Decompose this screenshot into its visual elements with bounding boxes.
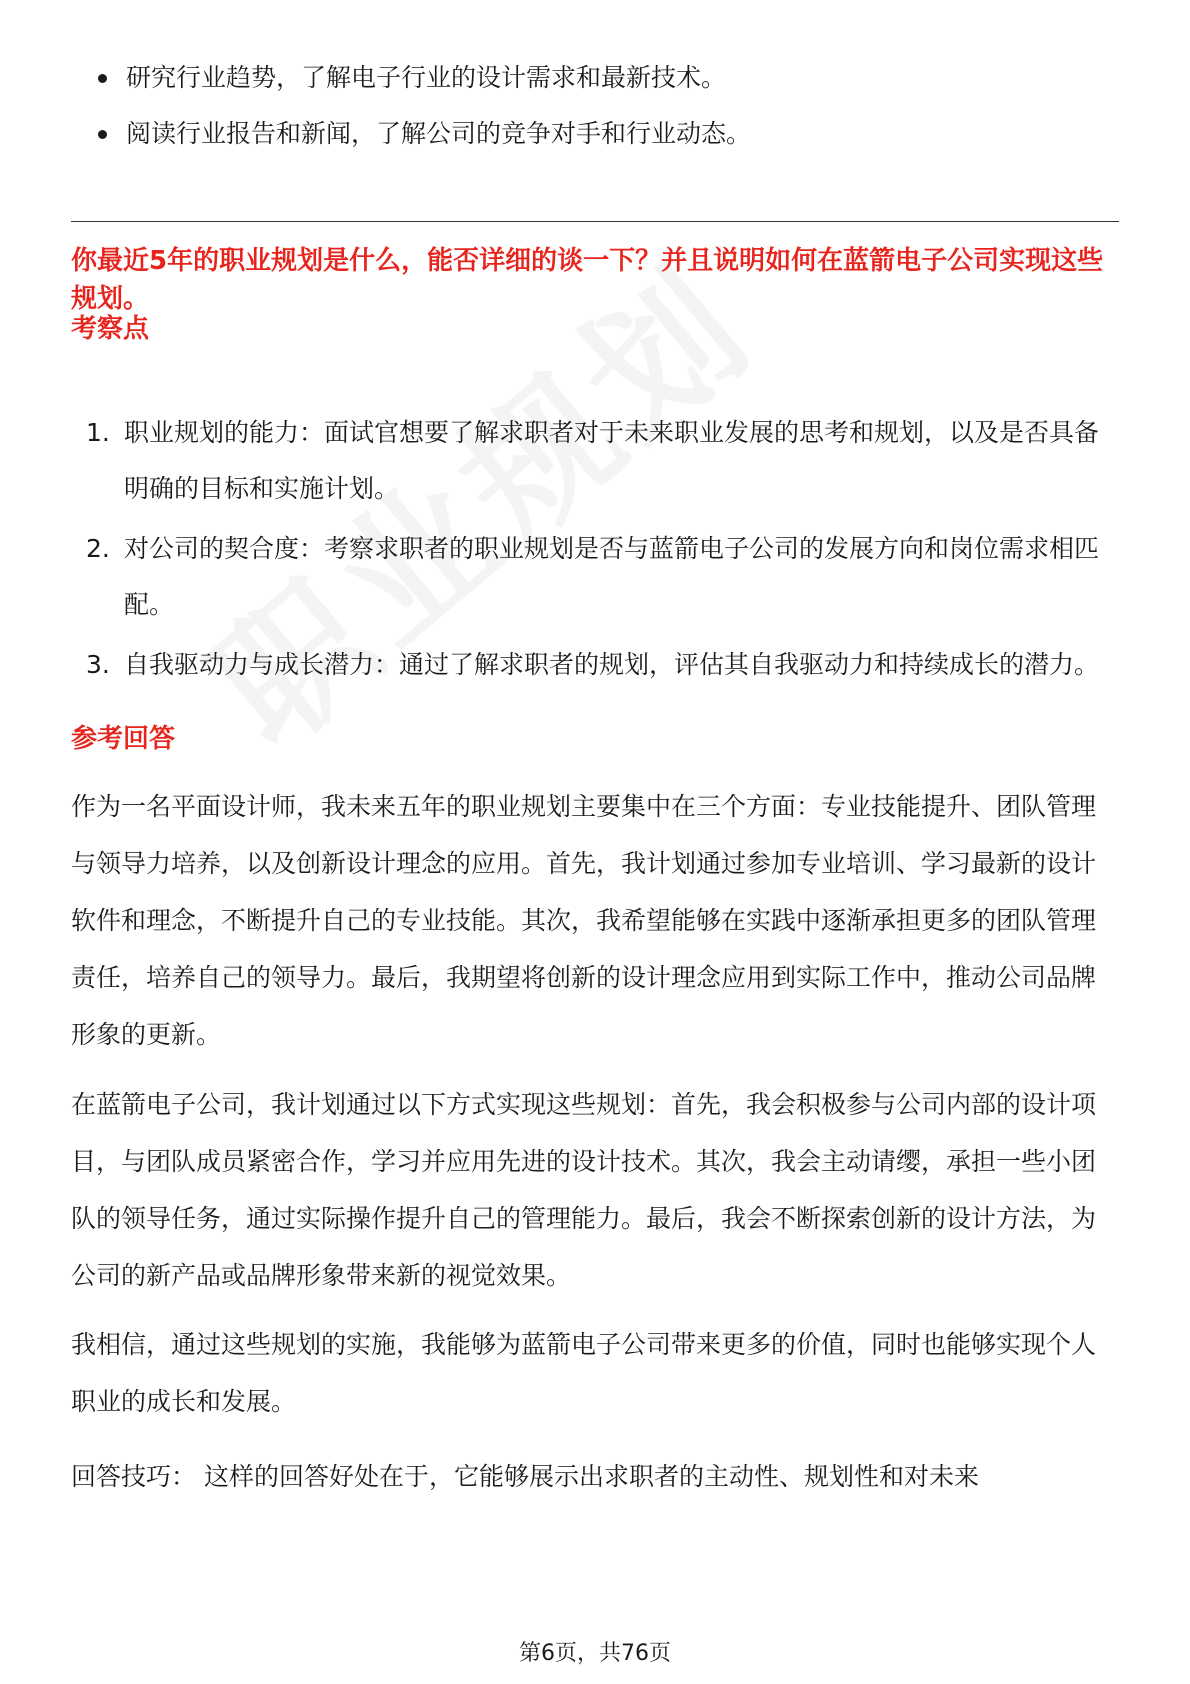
item-number: 3. xyxy=(86,650,110,679)
answer-paragraph: 在蓝箭电子公司，我计划通过以下方式实现这些规划：首先，我会积极参与公司内部的设计项目，与团队成员紧密合作，学习并应用先进的设计技术。其次，我会主动请缨，承担一些小团队的领导任务，通过实际操作提升自己的管理能力。最后，我会不断探索创新的设计方法，为公司的新产品或品牌形象带来新的视觉效果。 xyxy=(71,1090,1097,1290)
question-heading: 你最近5年的职业规划是什么，能否详细的谈一下？并且说明如何在蓝箭电子公司实现这些规划。 xyxy=(71,246,1104,314)
assessment-list xyxy=(82,405,1119,697)
list-item-text: 职业规划的能力：面试官想要了解求职者对于未来职业发展的思考和规划，以及是否具备明确的目标和实施计划。 xyxy=(124,418,1100,503)
bullet-icon xyxy=(98,130,107,139)
list-item xyxy=(82,405,1119,517)
section-divider xyxy=(71,221,1119,222)
assessment-heading: 考察点 xyxy=(71,314,150,344)
list-item-text: 研究行业趋势，了解电子行业的设计需求和最新技术。 xyxy=(126,63,727,92)
list-item xyxy=(98,60,1108,96)
list-item xyxy=(82,637,1119,693)
intro-bullet-list xyxy=(98,60,1108,172)
list-item-text: 自我驱动力与成长潜力：通过了解求职者的规划，评估其自我驱动力和持续成长的潜力。 xyxy=(124,650,1100,679)
list-item-text: 对公司的契合度：考察求职者的职业规划是否与蓝箭电子公司的发展方向和岗位需求相匹配。 xyxy=(124,534,1100,619)
bullet-icon xyxy=(98,74,107,83)
list-item xyxy=(98,116,1108,152)
item-number: 2. xyxy=(86,534,110,563)
answer-heading: 参考回答 xyxy=(71,724,176,754)
list-item xyxy=(82,521,1119,633)
answer-tip-paragraph: 回答技巧： 这样的回答好处在于，它能够展示出求职者的主动性、规划性和对未来 xyxy=(71,1462,979,1491)
answer-paragraph: 作为一名平面设计师，我未来五年的职业规划主要集中在三个方面：专业技能提升、团队管理与领导力培养，以及创新设计理念的应用。首先，我计划通过参加专业培训、学习最新的设计软件和理念，不断提升自己的专业技能。其次，我希望能够在实践中逐渐承担更多的团队管理责任，培养自己的领导力。最后，我期望将创新的设计理念应用到实际工作中，推动公司品牌形象的更新。 xyxy=(71,792,1097,1049)
item-number: 1. xyxy=(86,418,110,447)
page-number: 第6页，共76页 xyxy=(519,1641,671,1666)
list-item-text: 阅读行业报告和新闻，了解公司的竞争对手和行业动态。 xyxy=(126,119,752,148)
answer-paragraph: 我相信，通过这些规划的实施，我能够为蓝箭电子公司带来更多的价值，同时也能够实现个人职业的成长和发展。 xyxy=(71,1330,1097,1416)
